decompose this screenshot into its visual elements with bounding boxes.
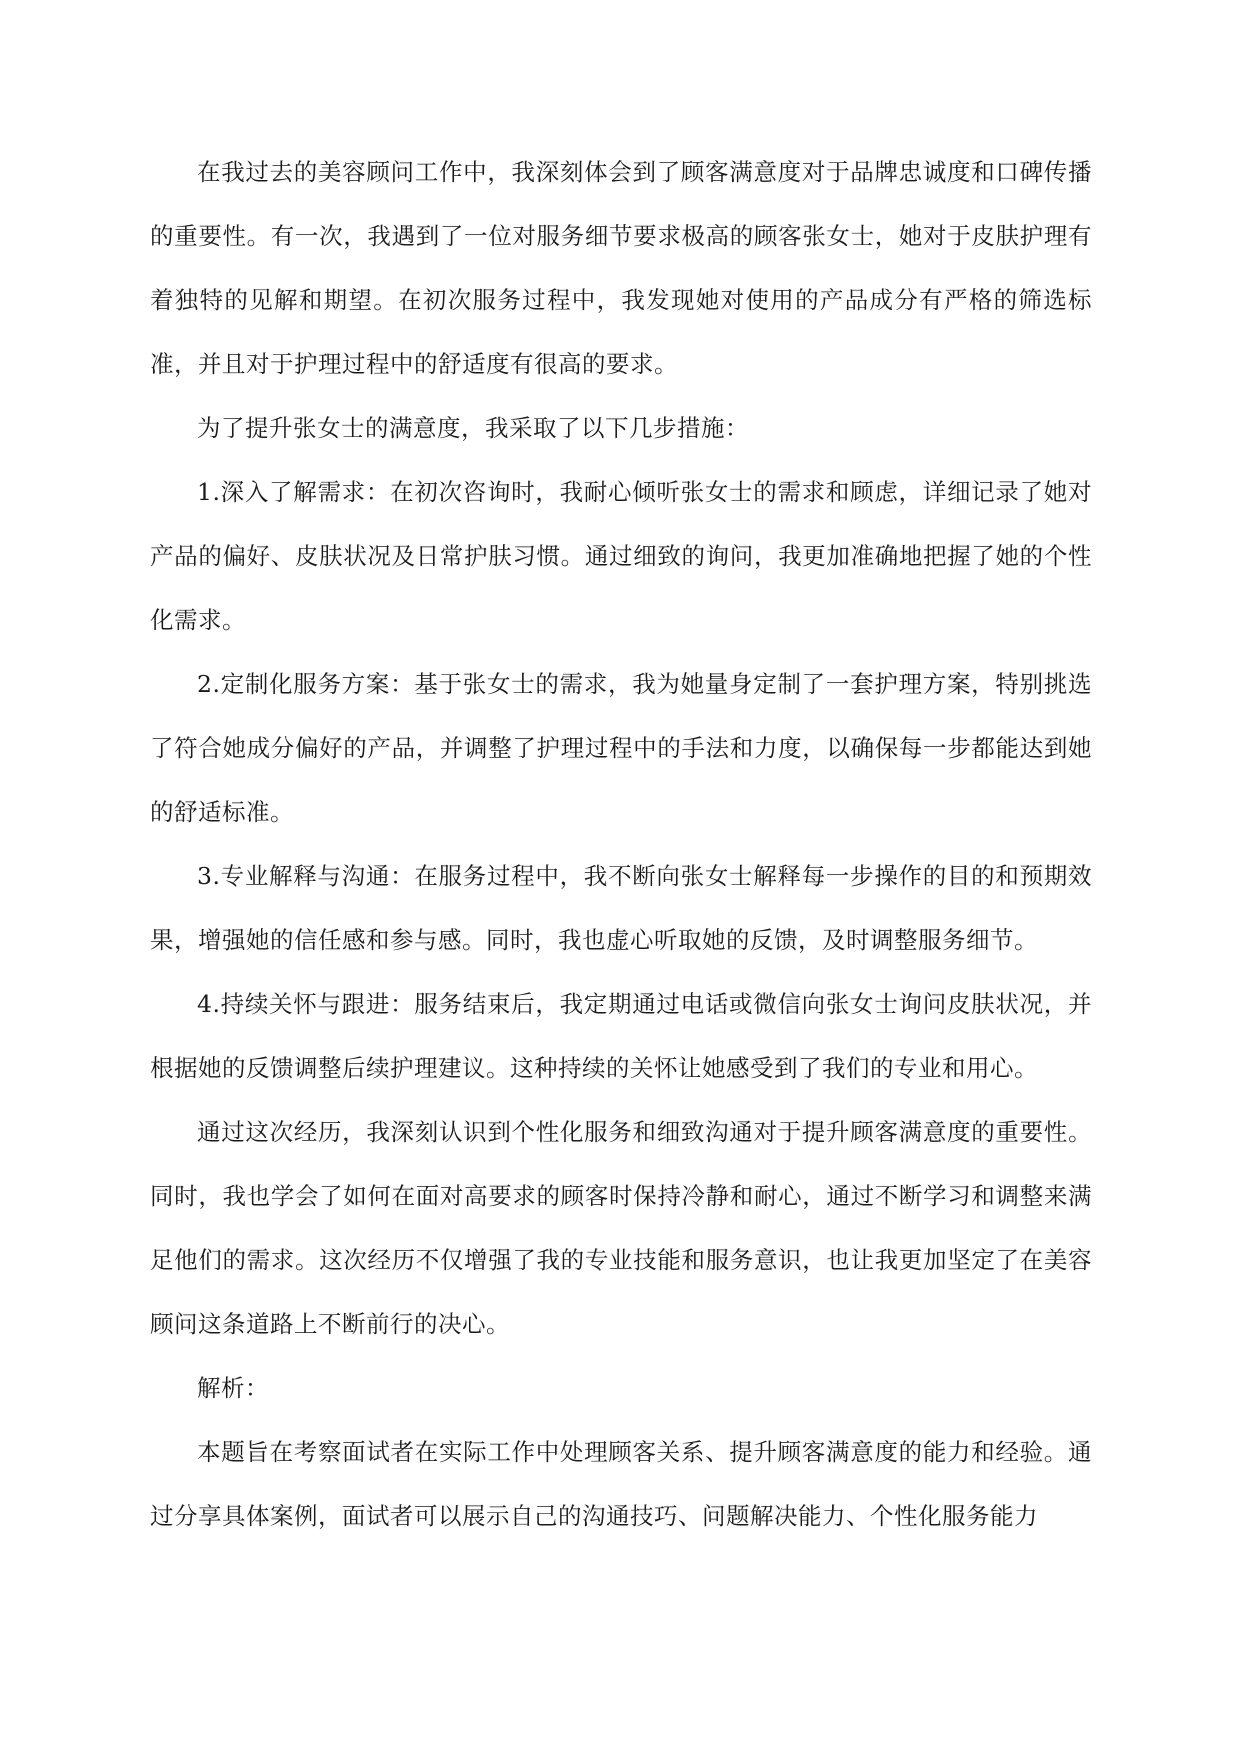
paragraph-measure-1: 1.深入了解需求：在初次咨询时，我耐心倾听张女士的需求和顾虑，详细记录了她对产品的偏好、皮肤状况及日常护肤习惯。通过细致的询问，我更加准确地把握了她的个性化需求。: [150, 478, 1092, 634]
paragraph-measure-3: 3.专业解释与沟通：在服务过程中，我不断向张女士解释每一步操作的目的和预期效果，增强她的信任感和参与感。同时，我也虚心听取她的反馈，及时调整服务细节。: [150, 862, 1092, 954]
paragraph-measures-lead: 为了提升张女士的满意度，我采取了以下几步措施：: [197, 414, 749, 442]
paragraph-analysis-heading: 解析：: [197, 1374, 269, 1402]
document-body: [150, 140, 1092, 1548]
paragraph-conclusion: 通过这次经历，我深刻认识到个性化服务和细致沟通对于提升顾客满意度的重要性。同时，我也学会了如何在面对高要求的顾客时保持冷静和耐心，通过不断学习和调整来满足他们的需求。这次经历不仅增强了我的专业技能和服务意识，也让我更加坚定了在美容顾问这条道路上不断前行的决心。: [150, 1118, 1092, 1338]
paragraph-analysis: 本题旨在考察面试者在实际工作中处理顾客关系、提升顾客满意度的能力和经验。通过分享具体案例，面试者可以展示自己的沟通技巧、问题解决能力、个性化服务能力: [150, 1438, 1092, 1530]
paragraph-measure-4: 4.持续关怀与跟进：服务结束后，我定期通过电话或微信向张女士询问皮肤状况，并根据她的反馈调整后续护理建议。这种持续的关怀让她感受到了我们的专业和用心。: [150, 990, 1092, 1082]
paragraph-intro: 在我过去的美容顾问工作中，我深刻体会到了顾客满意度对于品牌忠诚度和口碑传播的重要性。有一次，我遇到了一位对服务细节要求极高的顾客张女士，她对于皮肤护理有着独特的见解和期望。在初次服务过程中，我发现她对使用的产品成分有严格的筛选标准，并且对于护理过程中的舒适度有很高的要求。: [150, 158, 1092, 378]
paragraph-measure-2: 2.定制化服务方案：基于张女士的需求，我为她量身定制了一套护理方案，特别挑选了符合她成分偏好的产品，并调整了护理过程中的手法和力度，以确保每一步都能达到她的舒适标准。: [150, 670, 1092, 826]
